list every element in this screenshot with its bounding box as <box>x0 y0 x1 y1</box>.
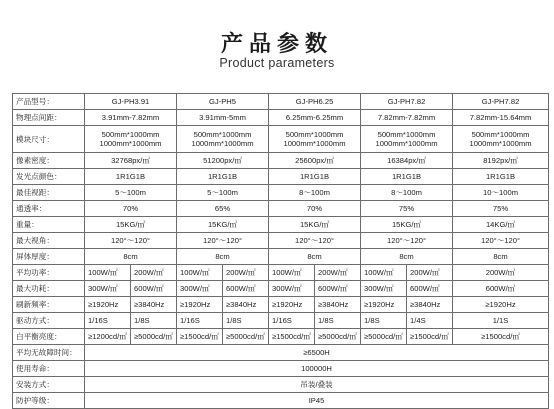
table-cell: 600W/㎡ <box>131 281 177 297</box>
table-row <box>13 313 549 329</box>
table-cell: 1/1S <box>453 313 549 329</box>
module-size-line: 1000mm*1000mm <box>469 139 532 148</box>
table-cell: 70% <box>269 201 361 217</box>
table-cell: 300W/㎡ <box>361 281 407 297</box>
row-label: 物理点间距： <box>13 110 85 126</box>
table-cell: 1R1G1B <box>453 169 549 185</box>
table-cell: 1/8S <box>361 313 407 329</box>
table-cell: 1R1G1B <box>269 169 361 185</box>
table-cell: 7.82mm-15.64mm <box>453 110 549 126</box>
row-label: 模块尺寸： <box>13 126 85 153</box>
table-cell <box>361 126 453 153</box>
table-cell: 15KG/㎡ <box>269 217 361 233</box>
table-cell: ≥1500cd/㎡ <box>453 329 549 345</box>
row-label: 驱动方式： <box>13 313 85 329</box>
model-cell: GJ-PH5 <box>177 94 269 110</box>
module-size-line: 500mm*1000mm <box>377 130 436 139</box>
row-label: 平均无故障时间： <box>13 345 85 361</box>
model-cell: GJ-PH7.82 <box>361 94 453 110</box>
table-row <box>13 94 549 110</box>
row-label: 最佳视距： <box>13 185 85 201</box>
table-cell: ≥3840Hz <box>315 297 361 313</box>
table-cell: 300W/㎡ <box>269 281 315 297</box>
row-label: 最大视角： <box>13 233 85 249</box>
table-cell: 15KG/㎡ <box>361 217 453 233</box>
table-row <box>13 110 549 126</box>
table-cell: 120°～120° <box>453 233 549 249</box>
table-row <box>13 185 549 201</box>
row-label: 像素密度： <box>13 153 85 169</box>
table-cell: ≥1920Hz <box>269 297 315 313</box>
table-cell: 1/16S <box>269 313 315 329</box>
table-cell: ≥5000cd/㎡ <box>361 329 407 345</box>
table-cell: ≥5000cd/㎡ <box>131 329 177 345</box>
table-row <box>13 126 549 153</box>
table-cell: 100W/㎡ <box>85 265 131 281</box>
table-row <box>13 281 549 297</box>
table-cell: 8cm <box>85 249 177 265</box>
table-cell: 3.91mm-7.82mm <box>85 110 177 126</box>
table-cell: 8～100m <box>269 185 361 201</box>
table-cell: ≥1920Hz <box>361 297 407 313</box>
table-cell: 14KG/㎡ <box>453 217 549 233</box>
table-cell: ≥1920Hz <box>85 297 131 313</box>
table-cell: 100W/㎡ <box>269 265 315 281</box>
table-cell: ≥1500cd/㎡ <box>177 329 223 345</box>
table-cell <box>453 126 549 153</box>
table-cell: 75% <box>453 201 549 217</box>
table-cell: 300W/㎡ <box>85 281 131 297</box>
table-cell: 吊装/叠装 <box>85 377 549 393</box>
table-cell: 8cm <box>361 249 453 265</box>
table-cell: 600W/㎡ <box>453 281 549 297</box>
table-cell: 70% <box>85 201 177 217</box>
table-row <box>13 153 549 169</box>
module-size-line: 500mm*1000mm <box>285 130 344 139</box>
table-row <box>13 345 549 361</box>
page-subtitle: Product parameters <box>219 56 335 70</box>
table-row <box>13 393 549 409</box>
row-label: 使用寿命： <box>13 361 85 377</box>
table-cell <box>177 126 269 153</box>
table-cell: 8192px/㎡ <box>453 153 549 169</box>
row-label: 重量： <box>13 217 85 233</box>
table-cell: 3.91mm-5mm <box>177 110 269 126</box>
table-cell: 1/8S <box>223 313 269 329</box>
table-cell: 100W/㎡ <box>177 265 223 281</box>
table-cell: 120°～120° <box>361 233 453 249</box>
table-cell: 200W/㎡ <box>407 265 453 281</box>
table-row <box>13 297 549 313</box>
table-row <box>13 265 549 281</box>
row-label: 最大功耗： <box>13 281 85 297</box>
table-cell: 10～100m <box>453 185 549 201</box>
table-cell: 6.25mm-6.25mm <box>269 110 361 126</box>
table-cell: 120°～120° <box>177 233 269 249</box>
table-cell: 8～100m <box>361 185 453 201</box>
table-cell: 600W/㎡ <box>407 281 453 297</box>
table-cell: 65% <box>177 201 269 217</box>
table-cell: 15KG/㎡ <box>85 217 177 233</box>
row-label: 屏体厚度： <box>13 249 85 265</box>
row-label: 刷新频率： <box>13 297 85 313</box>
table-cell: 200W/㎡ <box>315 265 361 281</box>
row-label: 发光点颜色： <box>13 169 85 185</box>
table-cell: 16384px/㎡ <box>361 153 453 169</box>
module-size-line: 1000mm*1000mm <box>99 139 162 148</box>
table-cell: ≥5000cd/㎡ <box>223 329 269 345</box>
module-size-line: 1000mm*1000mm <box>375 139 438 148</box>
table-cell: 200W/㎡ <box>223 265 269 281</box>
page-title: 产品参数 <box>220 32 333 57</box>
table-row <box>13 249 549 265</box>
table-cell: ≥1200cd/㎡ <box>85 329 131 345</box>
table-row <box>13 201 549 217</box>
table-cell: 120°～120° <box>269 233 361 249</box>
table-cell: ≥1920Hz <box>177 297 223 313</box>
table-cell: 5～100m <box>85 185 177 201</box>
table-row <box>13 169 549 185</box>
table-row <box>13 233 549 249</box>
table-cell: ≥6500H <box>85 345 549 361</box>
table-cell: ≥1920Hz <box>453 297 549 313</box>
table-cell: ≥3840Hz <box>223 297 269 313</box>
table-cell: 300W/㎡ <box>177 281 223 297</box>
module-size-line: 500mm*1000mm <box>471 130 530 139</box>
row-label: 防护等级： <box>13 393 85 409</box>
table-cell: 8cm <box>269 249 361 265</box>
table-cell: 600W/㎡ <box>315 281 361 297</box>
table-cell: 120°～120° <box>85 233 177 249</box>
table-cell: 600W/㎡ <box>223 281 269 297</box>
table-row <box>13 361 549 377</box>
table-cell: 7.82mm-7.82mm <box>361 110 453 126</box>
table-cell: 8cm <box>177 249 269 265</box>
table-cell: ≥1500cd/㎡ <box>269 329 315 345</box>
table-cell: 8cm <box>453 249 549 265</box>
model-cell: GJ-PH3.91 <box>85 94 177 110</box>
model-cell: GJ-PH7.82 <box>453 94 549 110</box>
row-label: 安装方式： <box>13 377 85 393</box>
row-label: 产品型号： <box>13 94 85 110</box>
table-cell: 1/8S <box>131 313 177 329</box>
table-cell: 5～100m <box>177 185 269 201</box>
table-cell: 51200px/㎡ <box>177 153 269 169</box>
spec-table <box>12 93 549 409</box>
table-cell: 32768px/㎡ <box>85 153 177 169</box>
table-cell: 1R1G1B <box>85 169 177 185</box>
row-label: 平均功率： <box>13 265 85 281</box>
table-cell: 200W/㎡ <box>131 265 177 281</box>
module-size-line: 1000mm*1000mm <box>191 139 254 148</box>
table-cell: 1R1G1B <box>177 169 269 185</box>
table-cell: ≥3840Hz <box>131 297 177 313</box>
table-cell: ≥3840Hz <box>407 297 453 313</box>
table-cell <box>269 126 361 153</box>
table-row <box>13 217 549 233</box>
row-label: 白平衡亮度： <box>13 329 85 345</box>
table-cell: 1/4S <box>407 313 453 329</box>
table-cell: 1R1G1B <box>361 169 453 185</box>
table-cell: 100000H <box>85 361 549 377</box>
table-cell: 15KG/㎡ <box>177 217 269 233</box>
table-row <box>13 329 549 345</box>
table-cell: 1/16S <box>85 313 131 329</box>
table-cell: IP45 <box>85 393 549 409</box>
table-cell <box>85 126 177 153</box>
table-cell: 75% <box>361 201 453 217</box>
table-cell: 25600px/㎡ <box>269 153 361 169</box>
table-cell: 1/8S <box>315 313 361 329</box>
table-cell: 100W/㎡ <box>361 265 407 281</box>
table-row <box>13 377 549 393</box>
module-size-line: 500mm*1000mm <box>101 130 160 139</box>
table-cell: ≥1500cd/㎡ <box>407 329 453 345</box>
module-size-line: 1000mm*1000mm <box>283 139 346 148</box>
module-size-line: 500mm*1000mm <box>193 130 252 139</box>
table-cell: 200W/㎡ <box>453 265 549 281</box>
model-cell: GJ-PH6.25 <box>269 94 361 110</box>
table-cell: 1/16S <box>177 313 223 329</box>
row-label: 通透率： <box>13 201 85 217</box>
table-cell: ≥5000cd/㎡ <box>315 329 361 345</box>
